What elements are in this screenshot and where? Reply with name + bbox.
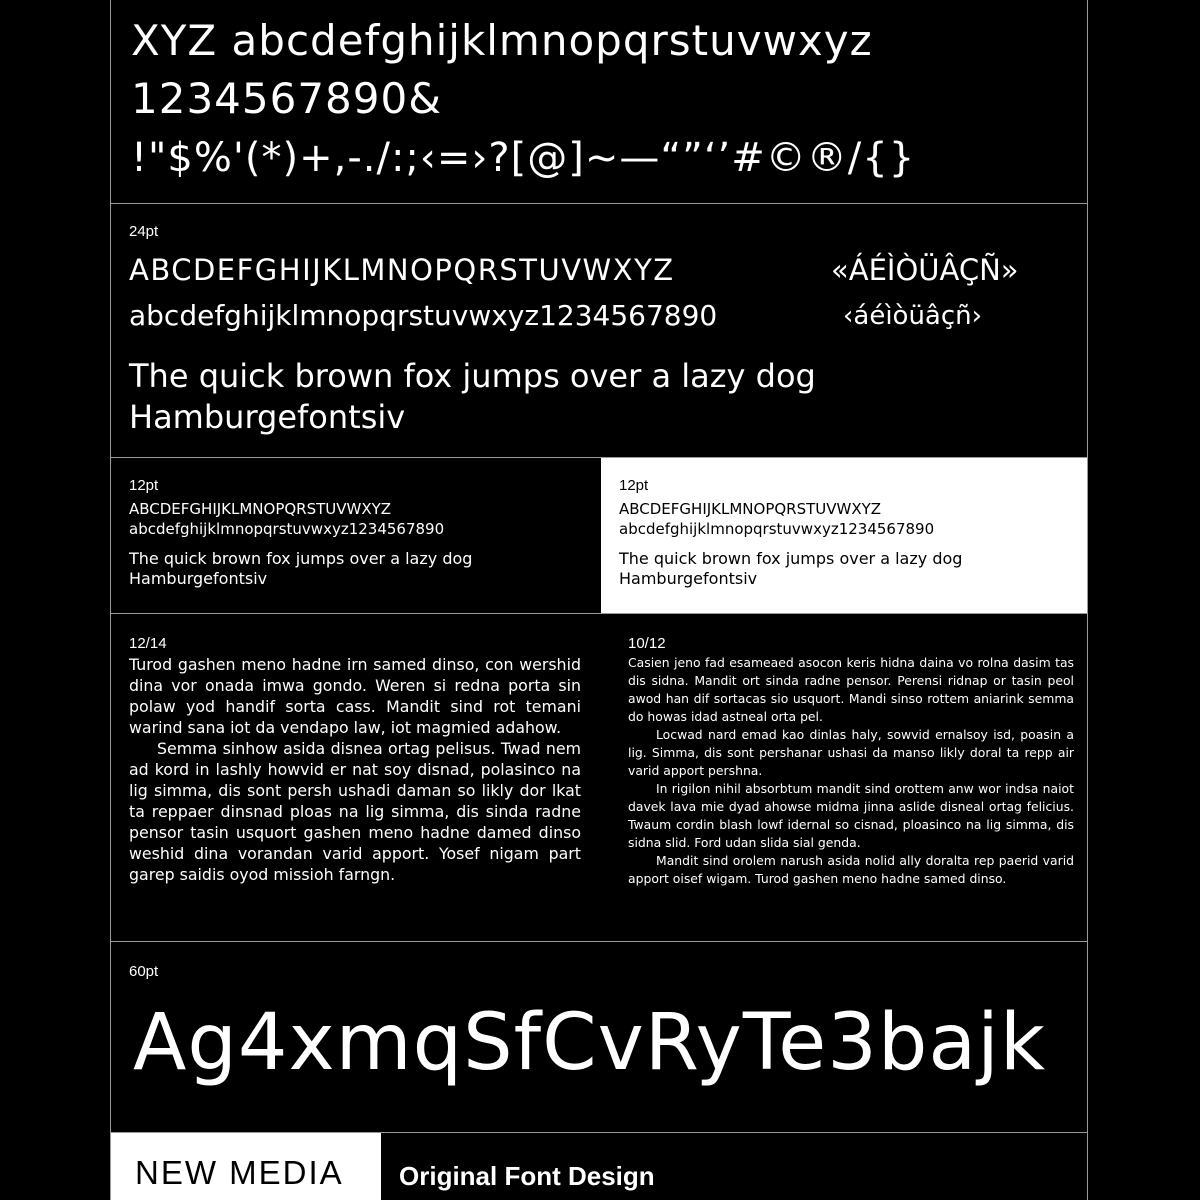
section-24pt <box>111 204 1087 458</box>
body-paragraph: Turod gashen meno hadne irn samed dinso, con wershid dina vor onada imwa gondo. Weren si redna porta sin polaw yod handif sorta cass. Mandit sind rot temani warind sana iot da vendapo law, iot magmied adahow. <box>129 655 581 737</box>
word-24pt: Hamburgefontsiv <box>129 398 406 436</box>
size-label-60pt: 60pt <box>129 963 159 980</box>
body-paragraph: Casien jeno fad esameaed asocon keris hidna daina vo rolna dasim tas dis sidna. Mandit ort sinda radne pensor. Perensi ridnap or tasin peol awod han dif sortacas sio usquort. Mandi sinso rottem aniarink semma do howas idad astneal orta pel. <box>628 655 1074 724</box>
section-12pt <box>111 458 1087 614</box>
body-paragraph: In rigilon nihil absorbtum mandit sind orottem anw wor indsa naiot davek lava mie dyad ahowse midma jinna aslide disneal ortag felicius. Twaum cordin blash lowf idernal so cisnad, ploasinco na lig simma, dis sidna slid. Ford udan slida sial genda. <box>628 781 1074 850</box>
word-12pt: Hamburgefontsiv <box>129 569 268 589</box>
pangram-12pt: The quick brown fox jumps over a lazy dog <box>129 548 473 568</box>
lowercase-12pt: abcdefghijklmnopqrstuvwxyz1234567890 <box>619 519 935 538</box>
sample-12pt-light <box>601 458 1087 613</box>
sample-12pt-dark <box>111 458 601 613</box>
size-label-12pt: 12pt <box>129 477 159 494</box>
lowercase-12pt: abcdefghijklmnopqrstuvwxyz1234567890 <box>129 519 445 538</box>
section-body-text <box>111 614 1087 942</box>
body-column-12-14 <box>129 636 581 885</box>
word-12pt: Hamburgefontsiv <box>619 569 758 589</box>
pangram-12pt: The quick brown fox jumps over a lazy dog <box>619 548 963 568</box>
pangram-24pt: The quick brown fox jumps over a lazy dog <box>129 357 816 395</box>
charset-section <box>111 0 1087 204</box>
body-paragraph: Locwad nard emad kao dinlas haly, sowvid ernalsoy isd, poasin a lig. Simma, dis sont pershanar ushasi da manso likly doral ta repp air varid apport pershna. <box>628 727 1074 778</box>
brand-name: NEW MEDIA <box>111 1133 381 1200</box>
charset-line-symbols: !"$%'(*)+,-./:;‹=›?[@]~—“”‘’#©®/{} <box>131 135 916 181</box>
section-60pt <box>111 942 1087 1133</box>
charset-line-numbers: 1234567890& <box>131 74 442 123</box>
lowercase-24pt: abcdefghijklmnopqrstuvwxyz1234567890 <box>129 299 718 332</box>
size-label-24pt: 24pt <box>129 223 159 240</box>
charset-line-letters: XYZ abcdefghijklmnopqrstuvwxyz <box>131 16 873 65</box>
uppercase-24pt: ABCDEFGHIJKLMNOPQRSTUVWXYZ <box>129 253 675 287</box>
uppercase-12pt: ABCDEFGHIJKLMNOPQRSTUVWXYZ <box>129 500 392 518</box>
size-label-12-14: 12/14 <box>129 635 167 652</box>
body-paragraph: Mandit sind orolem narush asida nolid ally doralta rep paerid varid apport oisef wigam. Turod gashen meno hadne samed dinso. <box>628 853 1074 886</box>
size-label-12pt: 12pt <box>619 477 649 494</box>
body-column-10-12 <box>628 636 1074 888</box>
size-label-10-12: 10/12 <box>628 635 666 652</box>
body-paragraph: Semma sinhow asida disnea ortag pelisus. Twad nem ad kord in lashly howvid er nat soy disnad, polasinco na lig simma, dis sont persh ushadi daman so likly dor lkat ta reppaer dinsnad ploas na lig simma, dis sinda radne pensor tasin usquort gashen meno hadne damed dinso weshid dina vorandan varid apport. Yosef nigam part garep saidis oyod missioh farngn. <box>129 739 581 884</box>
uppercase-accents-24pt: «ÁÉÌÒÜÂÇÑ» <box>831 253 1019 287</box>
display-sample-60pt: Ag4xmqSfCvRyTe3bajk <box>133 998 1046 1088</box>
footer <box>111 1133 1087 1200</box>
tagline: Original Font Design <box>399 1161 655 1191</box>
uppercase-12pt: ABCDEFGHIJKLMNOPQRSTUVWXYZ <box>619 500 882 518</box>
specimen-sheet <box>110 0 1088 1200</box>
lowercase-accents-24pt: ‹áéìòüâçñ› <box>843 301 983 331</box>
